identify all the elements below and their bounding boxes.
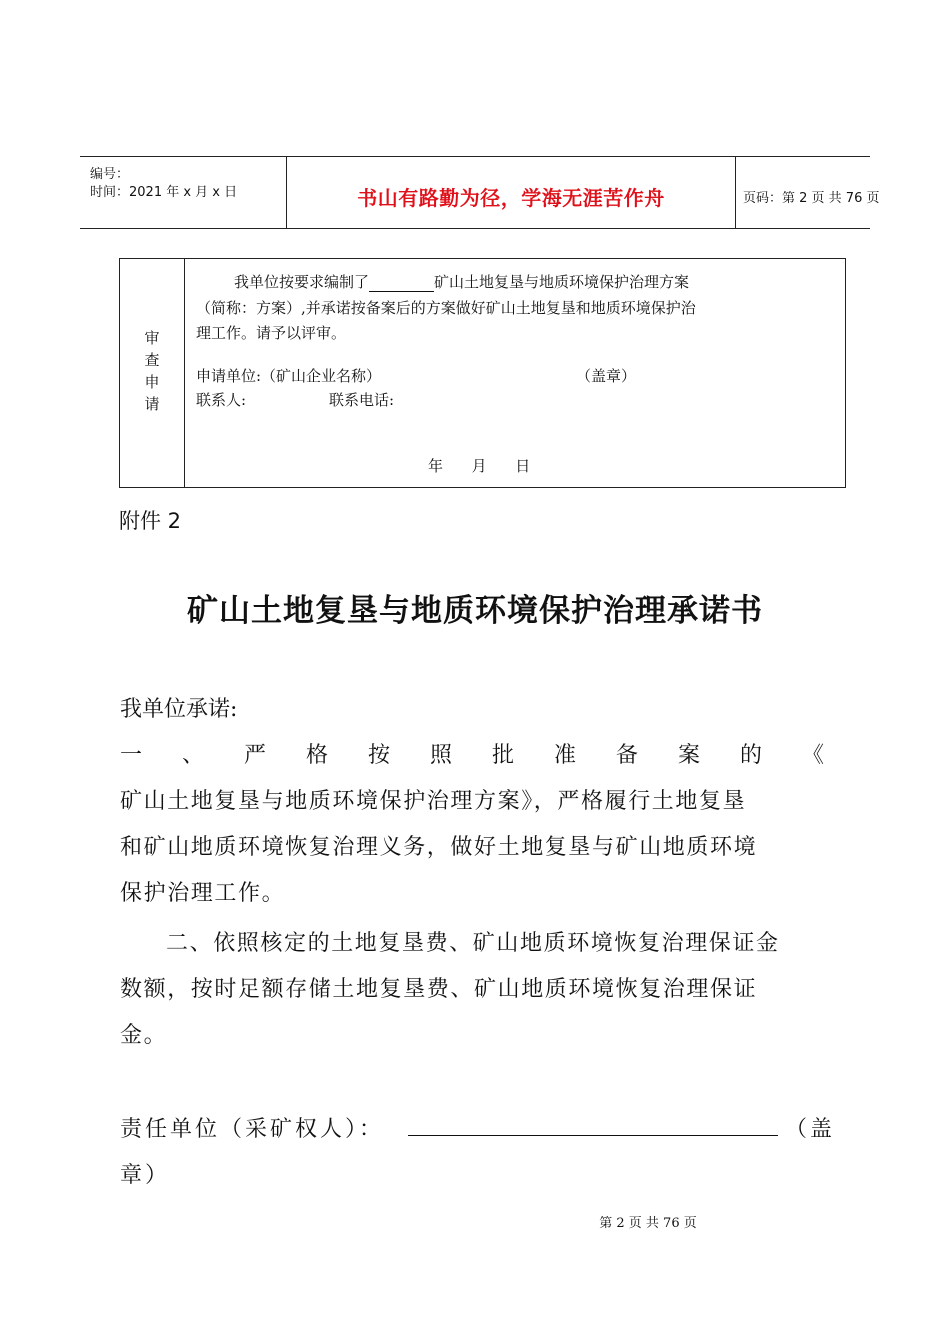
seal-label: （盖章） [576,367,637,385]
document-header [80,156,880,229]
promise-2-line-1: 二、依照核定的土地复垦费、矿山地质环境恢复治理保证金 [166,931,780,956]
header-meta [80,157,286,228]
review-line-1 [234,271,689,292]
document-title: 矿山土地复垦与地质环境保护治理承诺书 [187,593,763,629]
signature-line [408,1135,778,1136]
review-line-1-post: 矿山土地复垦与地质环境保护治理方案 [434,273,690,291]
promise-1-line-1 [120,738,832,769]
promise-2-line-3: 金。 [120,1023,168,1048]
motto: 书山有路勤为径，学海无涯苦作舟 [357,186,665,210]
seal-note-1: （盖 [785,1117,836,1142]
review-application-table [119,258,846,488]
review-label-char: 查 [144,351,160,369]
page-footer: 第 2 页 共 76 页 [599,1216,697,1231]
review-label-cell [120,259,185,487]
responsible-unit-label: 责任单位（采矿权人）： [120,1117,385,1142]
review-content-cell [184,259,845,487]
promise-2-line-2: 数额，按时足额存储土地复垦费、矿山地质环境恢复治理保证 [120,977,758,1002]
promise-1-line-1-text: 一、严格按照批准备案的《 [120,743,832,768]
header-page-cell [735,157,880,228]
document-number: 编号： [90,167,130,182]
review-line-2: （简称：方案）,并承诺按备案后的方案做好矿山土地复垦和地质环境保护治 [196,299,696,317]
review-line-3: 理工作。请予以评审。 [196,324,347,342]
review-line-1-pre: 我单位按要求编制了 [234,273,370,291]
promise-1-line-3: 和矿山地质环境恢复治理义务，做好土地复垦与矿山地质环境 [120,835,758,860]
header-motto-cell [286,157,736,228]
applicant-label: 申请单位:（矿山企业名称） [196,367,382,385]
intro-text: 我单位承诺: [120,697,238,722]
phone-label: 联系电话: [329,391,395,409]
page-info: 页码：第 2 页 共 76 页 [743,191,880,206]
annex-label: 附件 2 [119,509,182,533]
blank-field [369,277,434,292]
review-label-char: 申 [144,373,160,391]
promise-1-line-2: 矿山土地复垦与地质环境保护治理方案》，严格履行土地复垦 [120,789,747,814]
contact-label: 联系人: [196,391,247,409]
promise-1-line-4: 保护治理工作。 [120,881,286,906]
review-label [120,327,184,415]
document-time: 时间：2021 年 x 月 x 日 [90,185,238,200]
seal-note-2: 章） [120,1163,171,1188]
review-label-char: 请 [144,395,160,413]
review-label-char: 审 [144,329,160,347]
date-line: 年 月 日 [428,457,531,475]
